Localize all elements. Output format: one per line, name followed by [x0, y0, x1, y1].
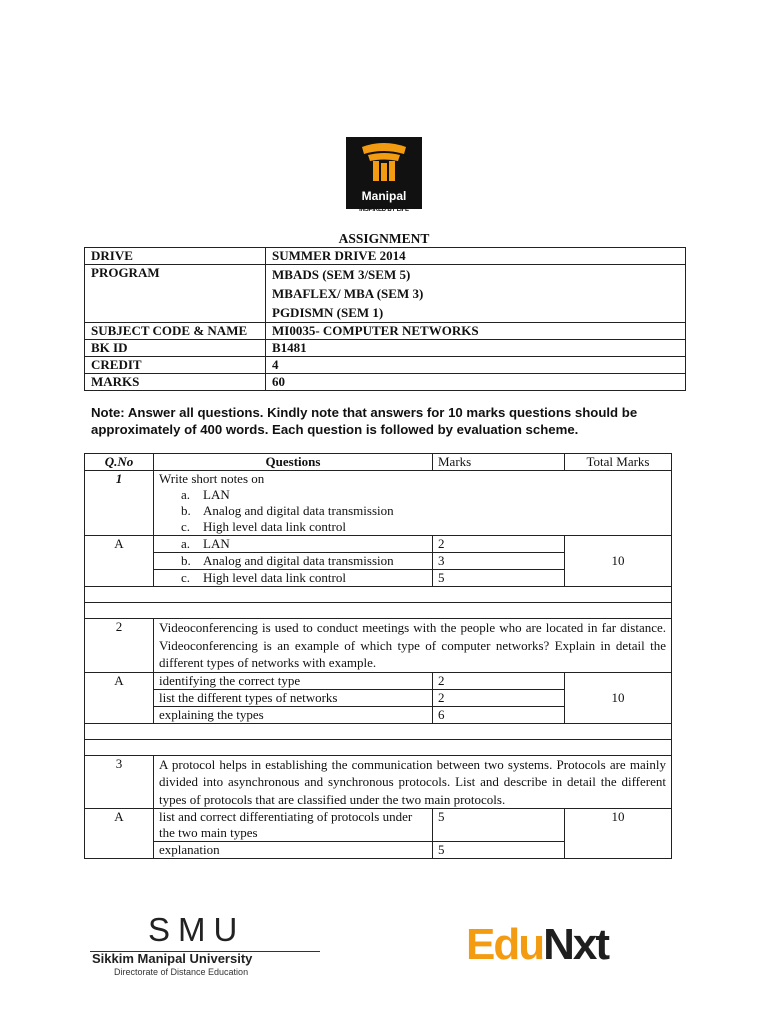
scheme-marks: 2	[433, 689, 565, 706]
edunxt-edu: Edu	[466, 920, 544, 969]
question-text: A protocol helps in establishing the communication between two systems. Protocols are mainly divided into asynchronous and synchronous protocols. List and describe in detail the different types of protocols that are classified under the two main protocols.	[154, 755, 672, 809]
info-key: SUBJECT CODE & NAME	[85, 323, 266, 340]
info-value: 60	[266, 374, 686, 391]
subquestion-list	[159, 487, 666, 535]
info-row-credit	[85, 357, 686, 374]
list-item: c. High level data link control	[181, 519, 346, 534]
logo-tagline: INSPIRED BY LIFE	[359, 207, 409, 213]
questions-table	[84, 453, 672, 859]
header-total-marks: Total Marks	[565, 454, 672, 471]
info-key: CREDIT	[85, 357, 266, 374]
header-questions: Questions	[154, 454, 433, 471]
answer-label: A	[85, 809, 154, 859]
question-number: 3	[85, 755, 154, 809]
scheme-item: explaining the types	[154, 706, 433, 723]
logo-emblem	[346, 137, 422, 209]
scheme-item: c. High level data link control	[154, 570, 433, 587]
scheme-marks: 2	[433, 672, 565, 689]
spacer-row	[85, 603, 672, 619]
scheme-marks: 2	[433, 536, 565, 553]
smu-logo	[90, 911, 322, 977]
info-value: SUMMER DRIVE 2014	[266, 248, 686, 265]
header-qno: Q.No	[85, 454, 154, 471]
answer-label: A	[85, 672, 154, 723]
smu-subtitle: Directorate of Distance Education	[114, 967, 249, 977]
question-text: Videoconferencing is used to conduct meetings with the people who are located in far distance. Videoconferencing is an example of which type of computer networks? Explain in detail the different types of networks with example.	[154, 619, 672, 673]
info-key: DRIVE	[85, 248, 266, 265]
list-item: a. LAN	[181, 487, 230, 502]
info-row-marks	[85, 374, 686, 391]
info-value: MI0035- COMPUTER NETWORKS	[266, 323, 686, 340]
list-item: b. Analog and digital data transmission	[181, 503, 394, 518]
header-marks: Marks	[433, 454, 565, 471]
scheme-item: list the different types of networks	[154, 689, 433, 706]
scheme-marks: 5	[433, 842, 565, 859]
scheme-marks: 3	[433, 553, 565, 570]
edunxt-nxt: Nxt	[543, 920, 609, 969]
info-value: B1481	[266, 340, 686, 357]
assignment-title: ASSIGNMENT	[338, 231, 430, 246]
scheme-marks: 6	[433, 706, 565, 723]
scheme-item: explanation	[154, 842, 433, 859]
info-key: PROGRAM	[85, 265, 266, 323]
scheme-marks: 5	[433, 570, 565, 587]
smu-name: Sikkim Manipal University	[92, 951, 253, 966]
info-row-bkid	[85, 340, 686, 357]
info-row-program	[85, 265, 686, 323]
scheme-row	[85, 809, 672, 842]
scheme-marks: 5	[433, 809, 565, 842]
info-key: MARKS	[85, 374, 266, 391]
smu-abbreviation: SMU	[148, 911, 246, 948]
scheme-item: b. Analog and digital data transmission	[154, 553, 433, 570]
question-intro: Write short notes on	[159, 471, 265, 486]
program-line: PGDISMN (SEM 1)	[272, 305, 384, 320]
question-row-3	[85, 755, 672, 809]
spacer-row	[85, 739, 672, 755]
scheme-row	[85, 672, 672, 689]
program-line: MBADS (SEM 3/SEM 5)	[272, 267, 411, 282]
spacer-row	[85, 723, 672, 739]
edunxt-logo	[466, 918, 608, 972]
question-number: 2	[85, 619, 154, 673]
info-value: 4	[266, 357, 686, 374]
info-key: BK ID	[85, 340, 266, 357]
info-row-subject	[85, 323, 686, 340]
question-text	[154, 471, 672, 536]
manipal-logo	[346, 137, 422, 217]
total-marks: 10	[565, 672, 672, 723]
assignment-info-table	[84, 247, 686, 391]
info-row-drive	[85, 248, 686, 265]
table-header-row	[85, 454, 672, 471]
program-line: MBAFLEX/ MBA (SEM 3)	[272, 286, 424, 301]
question-row-2	[85, 619, 672, 673]
scheme-item: identifying the correct type	[154, 672, 433, 689]
instructions-note: Note: Answer all questions. Kindly note that answers for 10 marks questions should be approximately of 400 words. Each question is followed by evaluation scheme.	[91, 405, 638, 437]
spacer-row	[85, 587, 672, 603]
info-value	[266, 265, 686, 323]
answer-label: A	[85, 536, 154, 587]
total-marks: 10	[565, 536, 672, 587]
question-number: 1	[85, 471, 154, 536]
manipal-emblem-icon	[346, 137, 422, 189]
total-marks: 10	[565, 809, 672, 859]
scheme-item: a. LAN	[154, 536, 433, 553]
scheme-item: list and correct differentiating of protocols under the two main types	[154, 809, 433, 842]
logo-wordmark: Manipal	[361, 189, 407, 203]
question-row-1	[85, 471, 672, 536]
scheme-row	[85, 536, 672, 553]
